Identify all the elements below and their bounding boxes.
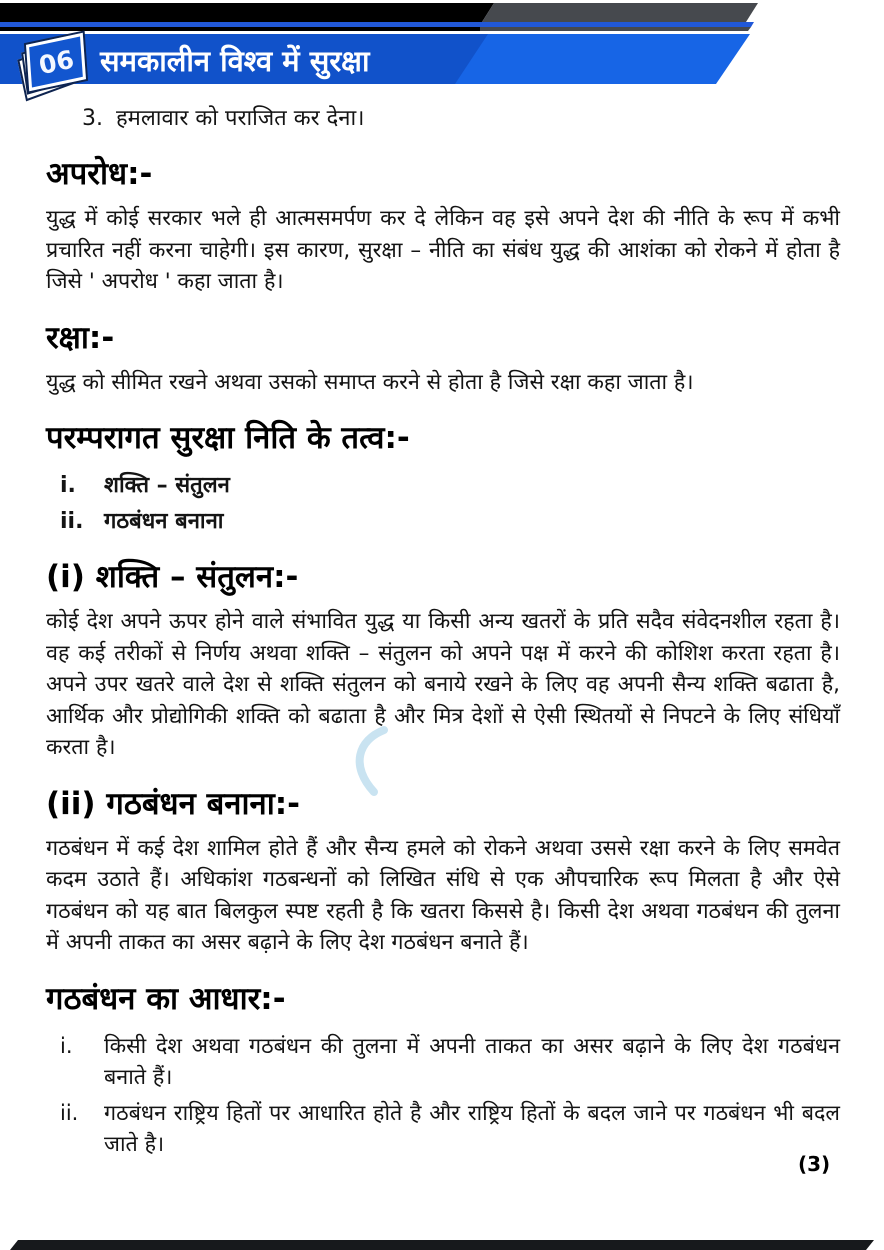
section-heading-aprodh: अपरोध:- [46,156,153,192]
list-item-marker: i. [60,1033,73,1058]
chapter-title: समकालीन विश्व में सुरक्षा [100,44,370,78]
list-item-marker: ii. [60,1100,79,1125]
top-stripe-dark-right [480,27,751,31]
list-item [46,1098,840,1160]
list-item-text: किसी देश अथवा गठबंधन की तुलना में अपनी ताकत का असर बढ़ाने के लिए देश गठबंधन बनाते हैं। [104,1033,840,1090]
list-item [46,506,840,537]
top-bar-gray-segment [482,3,758,22]
list-item-marker: ii. [60,509,84,534]
list-item-marker: i. [60,473,76,498]
top-bar-black-segment [0,3,494,22]
book-icon [12,36,90,102]
section-heading-shakti-santulan: (i) शक्ति – संतुलन:- [46,559,299,595]
list-item-text: हमलावार को पराजित कर देना। [116,106,365,131]
top-stripe-dark-left [0,27,480,31]
list-item-marker: 3. [82,106,103,131]
list-item [82,104,840,134]
page-number: (3) [798,1152,831,1176]
chapter-number: 06 [35,44,77,80]
list-item-text: गठबंधन राष्ट्रिय हितों पर आधारित होते है और राष्ट्रिय हितों के बदल जाने पर गठबंधन भी बदल जाते है। [104,1100,840,1157]
section-paragraph: युद्ध में कोई सरकार भले ही आत्मसमर्पण कर दे लेकिन वह इसे अपने देश की नीति के रूप में कभी प्रचारित नहीं करना चाहेगी। इस कारण, सुरक्षा – नीति का संबंध युद्ध की आशंका को रोकने में होता है जिसे ' अपरोध ' कहा जाता है। [46,206,840,294]
section-heading-gathbandhan-aadhar: गठबंधन का आधार:- [46,980,286,1017]
roman-list [46,470,840,537]
roman-list [46,1031,840,1160]
list-item [46,1031,840,1093]
section-heading-raksha: रक्षा:- [46,319,115,356]
list-item-text: शक्ति – संतुलन [104,473,230,498]
section-paragraph: युद्ध को सीमित रखने अथवा उसको समाप्त करने से होता है जिसे रक्षा कहा जाता है। [46,369,694,395]
section-paragraph: कोई देश अपने ऊपर होने वाले संभावित युद्ध या किसी अन्य खतरों के प्रति सदैव संवेदनशील रहता है। वह कई तरीकों से निर्णय अथवा शक्ति – संतुलन को अपने पक्ष में करने की कोशिश करता रहता है। अपने उपर खतरे वाले देश से शक्ति संतुलन को बनाये रखने के लिए वह अपनी सैन्य शक्ति बढाता है, आर्थिक और प्रोद्योगिकी शक्ति को बढाता है और मित्र देशों से ऐसी स्थितयों से निपटने के लिए संधियाँ करता है। [46,609,840,760]
section-paragraph: गठबंधन में कई देश शामिल होते हैं और सैन्य हमले को रोकने अथवा उससे रक्षा करने के लिए समवेत कदम उठाते हैं। अधिकांश गठबन्धनों को लिखित संधि से एक औपचारिक रूप मिलता है और ऐसे गठबंधन को यह बात बिलकुल स्पष्ट रहती है कि खतरा किससे है। किसी देश अथवा गठबंधन की तुलना में अपनी ताकत का असर बढ़ाने के लिए देश गठबंधन बनाते हैं। [46,835,840,955]
page-content [46,100,840,1165]
section-heading-gathbandhan-banana: (ii) गठबंधन बनाना:- [46,785,301,822]
section-heading-tattva: परम्परागत सुरक्षा निति के तत्व:- [46,420,410,456]
list-item-text: गठबंधन बनाना [104,509,224,534]
bottom-decorative-bar [10,1240,874,1250]
list-item [46,470,840,501]
